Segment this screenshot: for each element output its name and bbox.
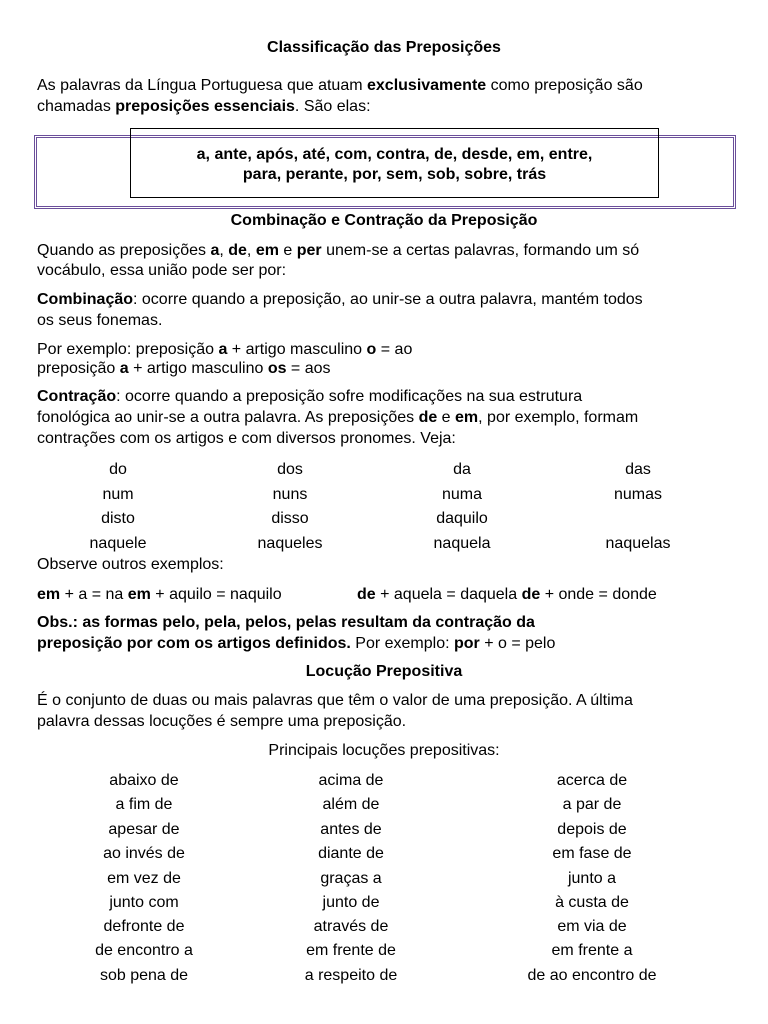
- table-cell: num: [102, 486, 134, 503]
- table-cell: ao invés de: [103, 845, 185, 862]
- intro-line-2: chamadas preposições essenciais. São elas:: [37, 98, 371, 115]
- table-cell: em vez de: [107, 870, 181, 887]
- table-cell: das: [625, 461, 651, 478]
- table-cell: naquele: [89, 535, 147, 552]
- paragraph-combinacao-2: os seus fonemas.: [37, 312, 163, 329]
- example-de: de + aquela = daquela de + onde = donde: [357, 586, 657, 603]
- table-cell: numas: [613, 486, 663, 503]
- paragraph-contracao-3: contrações com os artigos e com diversos pronomes. Veja:: [37, 430, 456, 447]
- table-cell: em via de: [557, 918, 627, 935]
- observe-text: Observe outros exemplos:: [37, 556, 224, 573]
- table-cell: disto: [101, 510, 135, 527]
- section-heading-locucao: Locução Prepositiva: [305, 663, 463, 680]
- principais-heading: Principais locuções prepositivas:: [268, 742, 500, 759]
- table-cell: apesar de: [108, 821, 180, 838]
- table-cell: nuns: [272, 486, 308, 503]
- table-cell: à custa de: [555, 894, 629, 911]
- table-cell: de encontro a: [95, 942, 193, 959]
- prepositions-line-2: para, perante, por, sem, sob, sobre, trás: [242, 166, 547, 183]
- table-cell: numa: [441, 486, 483, 503]
- table-cell: naquela: [433, 535, 491, 552]
- table-cell: depois de: [557, 821, 627, 838]
- paragraph-combinacao-1: Combinação: ocorre quando a preposição, ao unir-se a outra palavra, mantém todos: [37, 291, 643, 308]
- table-cell: daquilo: [436, 510, 488, 527]
- table-cell: junto a: [567, 870, 617, 887]
- table-cell: a par de: [562, 796, 622, 813]
- obs-line-2: preposição por com os artigos definidos. Por exemplo: por + o = pelo: [37, 635, 556, 652]
- example-line-1: Por exemplo: preposição a + artigo masculino o = ao: [37, 341, 413, 358]
- table-cell: acerca de: [556, 772, 628, 789]
- section-heading-combinacao: Combinação e Contração da Preposição: [230, 212, 538, 229]
- table-cell: junto com: [109, 894, 179, 911]
- table-cell: além de: [322, 796, 380, 813]
- example-em: em + a = na em + aquilo = naquilo: [37, 586, 282, 603]
- intro-line-1: As palavras da Língua Portuguesa que atuam exclusivamente como preposição são: [37, 77, 643, 94]
- table-cell: naqueles: [257, 535, 323, 552]
- table-cell: de ao encontro de: [527, 967, 657, 984]
- paragraph-contracao-2: fonológica ao unir-se a outra palavra. As preposições de e em, por exemplo, formam: [37, 409, 639, 426]
- example-line-2: preposição a + artigo masculino os = aos: [37, 360, 331, 377]
- paragraph-contracao-1: Contração: ocorre quando a preposição sofre modificações na sua estrutura: [37, 388, 583, 405]
- obs-line-1: Obs.: as formas pelo, pela, pelos, pelas resultam da contração da: [37, 614, 535, 631]
- table-cell: dos: [277, 461, 303, 478]
- paragraph-locucao-2: palavra dessas locuções é sempre uma preposição.: [37, 713, 407, 730]
- table-cell: da: [453, 461, 471, 478]
- table-cell: acima de: [318, 772, 384, 789]
- table-cell: junto de: [322, 894, 380, 911]
- table-cell: em frente a: [551, 942, 633, 959]
- table-cell: diante de: [318, 845, 384, 862]
- table-cell: sob pena de: [99, 967, 189, 984]
- page-title: Classificação das Preposições: [267, 39, 501, 56]
- paragraph-quando-1: Quando as preposições a, de, em e per unem-se a certas palavras, formando um só: [37, 242, 640, 259]
- table-cell: a respeito de: [304, 967, 398, 984]
- paragraph-quando-2: vocábulo, essa união pode ser por:: [37, 262, 287, 279]
- table-cell: graças a: [320, 870, 382, 887]
- table-cell: naquelas: [605, 535, 671, 552]
- paragraph-locucao-1: É o conjunto de duas ou mais palavras que têm o valor de uma preposição. A última: [37, 692, 633, 709]
- table-cell: antes de: [320, 821, 382, 838]
- table-cell: disso: [271, 510, 309, 527]
- table-cell: em frente de: [306, 942, 396, 959]
- table-cell: através de: [313, 918, 389, 935]
- prepositions-line-1: a, ante, após, até, com, contra, de, desde, em, entre,: [196, 146, 593, 163]
- table-cell: defronte de: [103, 918, 185, 935]
- table-cell: abaixo de: [109, 772, 179, 789]
- table-cell: em fase de: [552, 845, 632, 862]
- table-cell: a fim de: [115, 796, 173, 813]
- table-cell: do: [109, 461, 127, 478]
